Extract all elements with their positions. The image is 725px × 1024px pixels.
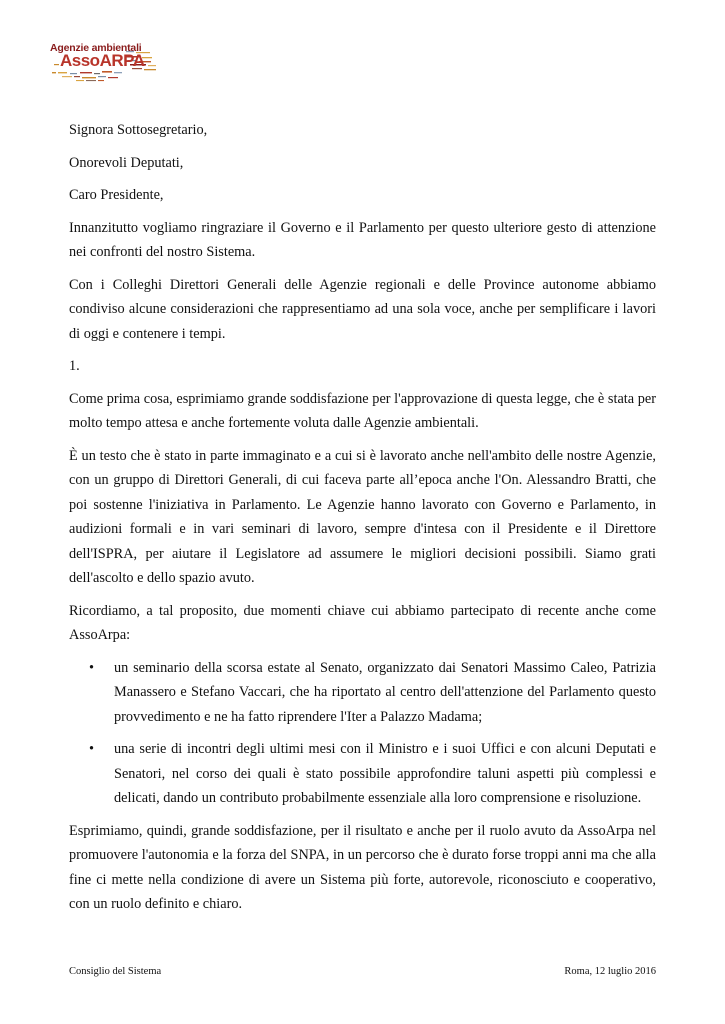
salutation-1: Signora Sottosegretario, [69,122,208,138]
section-number: 1. [69,358,80,374]
list-item [89,656,656,730]
logo-main-text: AssoARPA [60,51,145,70]
list-item [89,737,656,811]
footer-organization: Consiglio del Sistema [69,966,162,977]
footer-date: Roma, 12 luglio 2016 [564,966,656,977]
salutation-2: Onorevoli Deputati, [69,154,184,171]
section-paragraph: Come prima cosa, esprimiamo grande soddisfazione per l'approvazione di questa legge, che è stata per molto tempo attesa e anche fortemente voluta dalle Agenzie ambientali. [69,390,656,431]
section-paragraph: È un testo che è stato in parte immaginato e a cui si è lavorato anche nell'ambito delle nostre Agenzie, con un gruppo di Direttori Generali, di cui faceva parte all’epoca anche l'On. Alessandro Bratti, che poi sostenne l'iniziativa in Parlamento. Le Agenzie hanno lavorato con Governo e Parlamento, in audizioni formali e in vari seminari di lavoro, sempre d'intesa con il Presidente e il Direttore dell'ISPRA, per aiutare il Legislatore ad assumere le migliori decisioni possibili. Siamo grati dell'ascolto e dello spazio avuto. [69,447,656,586]
letter-body [69,118,656,925]
logo-top-text: Agenzie ambientali [50,42,142,54]
assoarpa-logo [50,42,162,92]
salutation-3: Caro Presidente, [69,187,164,203]
intro-paragraph: Con i Colleghi Direttori Generali delle Agenzie regionali e delle Province autonome abbiamo condiviso alcune considerazioni che rappresentiamo ad una sola voce, anche per semplificare i lavori di oggi e contenere i tempi. [69,276,656,342]
bullet-icon: • [89,741,95,757]
bullet-icon: • [89,659,95,676]
list-item-text: un seminario della scorsa estate al Senato, organizzato dai Senatori Massimo Caleo, Patrizia Manassero e Stefano Vaccari, che ha riportato al centro dell'attenzione del Parlamento questo provvedimento e ne ha fatto riprendere l'Iter a Palazzo Madama; [114,659,656,725]
bullet-list [69,656,656,811]
section-paragraph: Ricordiamo, a tal proposito, due momenti chiave cui abbiamo partecipato di recente anche come AssoArpa: [69,602,656,643]
closing-paragraph: Esprimiamo, quindi, grande soddisfazione, per il risultato e anche per il ruolo avuto da AssoArpa nel promuovere l'autonomia e la forza del SNPA, in un percorso che è durato forse troppi anni ma che alla fine ci mette nella condizione di avere un Sistema più forte, autorevole, riconosciuto e cooperativo, con un ruolo definito e chiaro. [69,822,656,912]
intro-paragraph: Innanzitutto vogliamo ringraziare il Governo e il Parlamento per questo ulteriore gesto di attenzione nei confronti del nostro Sistema. [69,219,656,260]
list-item-text: una serie di incontri degli ultimi mesi con il Ministro e i suoi Uffici e con alcuni Deputati e Senatori, nel corso dei quali è stato possibile approfondire taluni aspetti più complessi e delicati, dando un contributo probabilmente essenziale alla loro comprensione e risoluzione. [114,741,656,806]
